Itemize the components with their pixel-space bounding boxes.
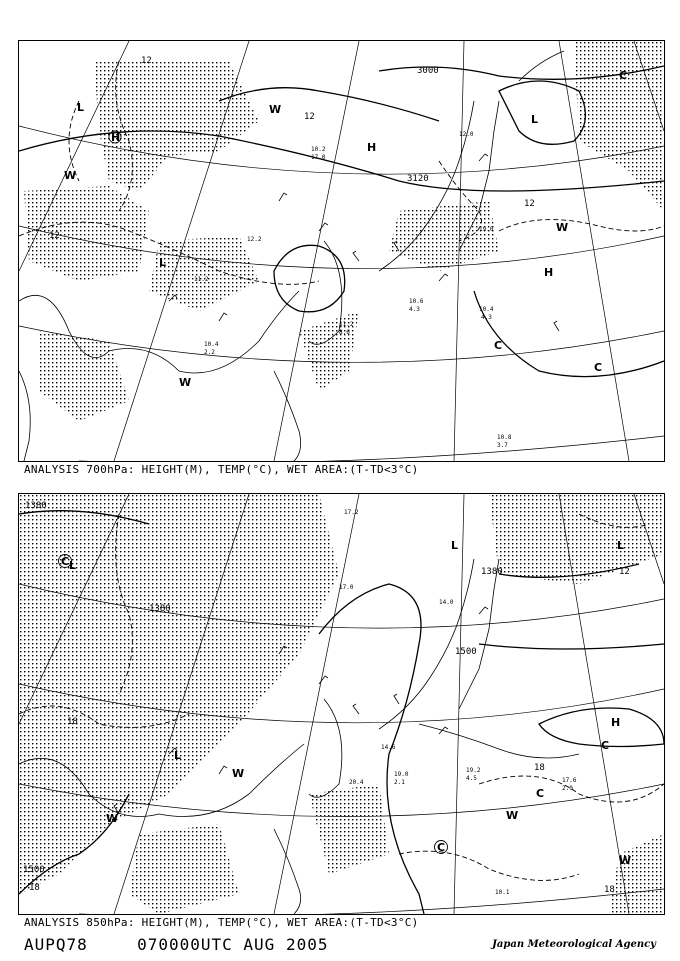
station-observations [194, 131, 512, 449]
station-value: 19.0 [394, 771, 409, 778]
warm-center: W [269, 103, 282, 116]
station-value: 2.2 [204, 349, 215, 356]
high-pressure-center: H [367, 141, 377, 154]
contour-label: 3000 [417, 66, 439, 76]
station-value: 4.5 [466, 775, 477, 782]
contour-label: 12 [49, 231, 60, 241]
contour-label: 3120 [407, 174, 429, 184]
map-panel-850hpa [18, 493, 665, 915]
warm-center: W [106, 812, 119, 825]
station-value: 19.2 [466, 767, 481, 774]
chart-id-and-time [24, 935, 328, 954]
low-pressure-center: L [617, 539, 625, 552]
chart-code: AUPQ78 [24, 935, 88, 954]
station-value: 19.0 [479, 226, 494, 233]
map-700hpa-svg [19, 41, 664, 461]
analysis-datetime: 070000UTC AUG 2005 [137, 935, 329, 954]
contour-label: 1380 [481, 567, 503, 577]
cold-center: C [536, 787, 545, 800]
station-value: 8.6 [339, 329, 350, 336]
warm-center: W [506, 809, 519, 822]
high-pressure-center: H [611, 716, 621, 729]
contour-label: 1380 [149, 604, 171, 614]
station-value: 10.4 [204, 341, 219, 348]
contour-label: 18 [604, 885, 615, 895]
contour-label: 18 [29, 883, 40, 893]
warm-center: W [232, 767, 245, 780]
station-value: 12.0 [459, 131, 474, 138]
low-pressure-center: L [69, 559, 77, 572]
station-value: 11.2 [194, 276, 209, 283]
station-value: 14.6 [381, 744, 396, 751]
high-pressure-center: H [111, 131, 121, 144]
station-value: 17.0 [311, 154, 326, 161]
contour-label: 18 [534, 763, 545, 773]
station-value: 17.6 [562, 777, 577, 784]
station-value: 17.2 [344, 509, 359, 516]
cold-center: C [619, 69, 628, 82]
agency-credit: Japan Meteorological Agency [492, 939, 656, 950]
low-pressure-center: L [77, 101, 85, 114]
cold-center: C [437, 841, 446, 854]
contour-label: 12 [141, 56, 152, 66]
low-pressure-center: L [531, 113, 539, 126]
station-value: 11.2 [339, 321, 354, 328]
station-value: 4.3 [481, 314, 492, 321]
contour-label: 12 [524, 199, 535, 209]
station-value: 20.4 [349, 779, 364, 786]
contour-label: 1500 [455, 647, 477, 657]
station-value: 10.2 [311, 146, 326, 153]
station-value: 17.0 [339, 584, 354, 591]
map-850hpa-svg [19, 494, 664, 914]
station-value: 10.1 [495, 889, 510, 896]
warm-center: W [619, 854, 632, 867]
station-value: 10.4 [479, 306, 494, 313]
contour-label: 18 [67, 717, 78, 727]
warm-center: W [556, 221, 569, 234]
panel-caption-700hpa: ANALYSIS 700hPa: HEIGHT(M), TEMP(°C), WET AREA:(T-TD<3°C) [24, 463, 419, 476]
warm-center: W [64, 169, 77, 182]
station-value: 10.6 [409, 298, 424, 305]
cold-center: C [61, 555, 70, 568]
station-value: 4.3 [409, 306, 420, 313]
cold-center: C [594, 361, 603, 374]
contour-label: 1380 [25, 501, 47, 511]
warm-center: W [179, 376, 192, 389]
panel-caption-850hpa: ANALYSIS 850hPa: HEIGHT(M), TEMP(°C), WET AREA:(T-TD<3°C) [24, 916, 419, 929]
station-value: 3.7 [497, 442, 508, 449]
contour-label: 12 [304, 112, 315, 122]
low-pressure-center: L [451, 539, 459, 552]
high-pressure-center: H [544, 266, 554, 279]
station-value: 2.0 [562, 785, 573, 792]
station-value: 10.8 [497, 434, 512, 441]
cold-center: C [494, 339, 503, 352]
station-value: 14.0 [439, 599, 454, 606]
low-pressure-center: L [159, 256, 167, 269]
station-value: 2.1 [394, 779, 405, 786]
contour-label: 12 [619, 567, 630, 577]
station-value: 12.2 [247, 236, 262, 243]
contour-label: 1500 [23, 865, 45, 875]
map-panel-700hpa [18, 40, 665, 462]
cold-center: C [601, 739, 610, 752]
low-pressure-center: L [174, 749, 182, 762]
